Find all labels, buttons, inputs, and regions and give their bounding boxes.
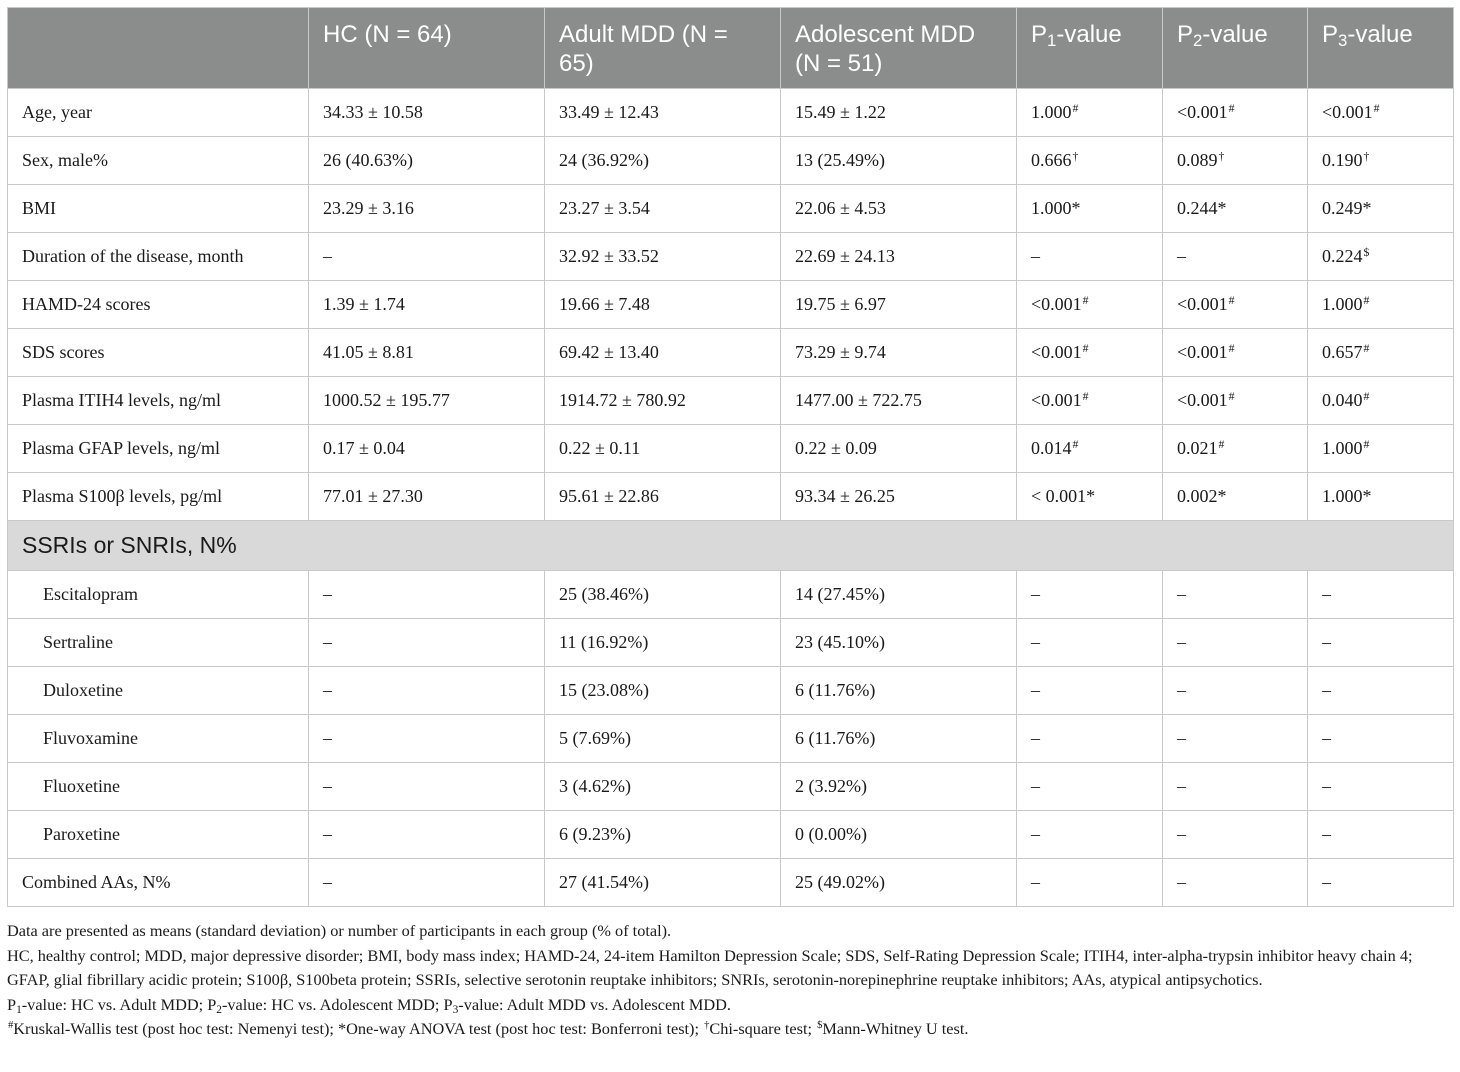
cell-marker: # — [1363, 341, 1370, 355]
table-cell — [1308, 137, 1454, 185]
table-cell — [1308, 859, 1454, 907]
table-cell — [309, 185, 545, 233]
footnote-marker: # — [8, 1020, 14, 1032]
table-cell — [781, 329, 1017, 377]
column-header-2: Adult MDD (N = 65) — [545, 8, 781, 89]
table-cell — [1017, 473, 1163, 521]
row-label: Escitalopram — [8, 571, 309, 619]
table-row — [8, 281, 1454, 329]
table-cell — [781, 715, 1017, 763]
table-cell — [545, 137, 781, 185]
cell-value: 6 (11.76%) — [795, 728, 876, 748]
cell-marker: # — [1228, 101, 1235, 115]
table-cell — [1163, 89, 1308, 137]
cell-value: < 0.001* — [1031, 486, 1096, 506]
cell-value: 0 (0.00%) — [795, 824, 867, 844]
table-cell — [545, 811, 781, 859]
footnote-text: P — [7, 994, 17, 1014]
cell-marker: # — [1228, 341, 1235, 355]
table-cell — [781, 667, 1017, 715]
table-cell — [1308, 715, 1454, 763]
table-cell — [781, 763, 1017, 811]
table-footnotes — [7, 919, 1453, 1042]
table-cell — [545, 619, 781, 667]
cell-value: <0.001 — [1177, 294, 1228, 314]
cell-value: 32.92 ± 33.52 — [559, 246, 659, 266]
table-cell — [781, 377, 1017, 425]
cell-marker: # — [1072, 437, 1079, 451]
table-cell — [1163, 571, 1308, 619]
cell-value: – — [1177, 632, 1186, 652]
header-row — [8, 8, 1454, 89]
cell-value: 1000.52 ± 195.77 — [323, 390, 450, 410]
cell-value: – — [1031, 246, 1040, 266]
table-cell — [1017, 859, 1163, 907]
cell-value: 33.49 ± 12.43 — [559, 102, 659, 122]
cell-value: – — [1177, 776, 1186, 796]
column-header-6 — [1308, 8, 1454, 89]
cell-value: 1.39 ± 1.74 — [323, 294, 405, 314]
table-cell — [1163, 185, 1308, 233]
row-label: HAMD-24 scores — [8, 281, 309, 329]
table-cell — [1308, 571, 1454, 619]
cell-value: – — [1322, 680, 1331, 700]
footnote-text: -value: HC vs. Adult MDD; — [21, 994, 208, 1014]
table-cell — [1163, 763, 1308, 811]
table-cell — [545, 473, 781, 521]
row-label: BMI — [8, 185, 309, 233]
header-subscript: 2 — [1193, 31, 1203, 51]
table-cell — [1017, 233, 1163, 281]
cell-value: 0.17 ± 0.04 — [323, 438, 405, 458]
row-label: Fluoxetine — [8, 763, 309, 811]
cell-value: – — [1031, 728, 1040, 748]
cell-value: 0.224 — [1322, 246, 1363, 266]
cell-marker: # — [1072, 101, 1079, 115]
cell-value: – — [323, 584, 332, 604]
cell-value: 0.249* — [1322, 198, 1372, 218]
footnote-text: Chi-square test; — [709, 1019, 817, 1038]
table-cell — [781, 571, 1017, 619]
cell-value: <0.001 — [1177, 342, 1228, 362]
cell-value: 1.000 — [1322, 294, 1363, 314]
table-cell — [781, 811, 1017, 859]
cell-value: 0.002* — [1177, 486, 1227, 506]
cell-value: 23.29 ± 3.16 — [323, 198, 414, 218]
table-cell — [1017, 571, 1163, 619]
footnote-text: -value: Adult MDD vs. Adolescent MDD. — [458, 994, 731, 1014]
table-cell — [545, 233, 781, 281]
table-row — [8, 811, 1454, 859]
cell-value: – — [1177, 584, 1186, 604]
table-cell — [1308, 667, 1454, 715]
table-cell — [1308, 329, 1454, 377]
cell-value: – — [1177, 824, 1186, 844]
row-label: Duration of the disease, month — [8, 233, 309, 281]
cell-value: – — [1177, 246, 1186, 266]
row-label: Paroxetine — [8, 811, 309, 859]
footnote-p-values — [7, 993, 1453, 1018]
table-cell — [309, 281, 545, 329]
table-row — [8, 715, 1454, 763]
table-cell — [781, 473, 1017, 521]
cell-marker: # — [1363, 437, 1370, 451]
row-label: Plasma GFAP levels, ng/ml — [8, 425, 309, 473]
footnote-abbreviations: HC, healthy control; MDD, major depressive disorder; BMI, body mass index; HAMD-24, 24-item Hamilton Depression Scale; SDS, Self-Rating Depression Scale; ITIH4, inter-alpha-trypsin inhibitor heavy chain 4; GFAP, glial fibrillary acidic protein; S100β, S100beta protein; SSRIs, selective serotonin reuptake inhibitors; SNRIs, serotonin-norepinephrine reuptake inhibitors; AAs, atypical antipsychotics. — [7, 945, 1413, 989]
table-cell — [309, 763, 545, 811]
table-cell — [545, 377, 781, 425]
cell-marker: # — [1228, 389, 1235, 403]
cell-marker: # — [1218, 437, 1225, 451]
cell-value: 0.040 — [1322, 390, 1363, 410]
header-text: -value — [1347, 21, 1413, 48]
cell-value: – — [1322, 776, 1331, 796]
cell-marker: # — [1373, 101, 1380, 115]
cell-value: 0.657 — [1322, 342, 1363, 362]
table-cell — [309, 425, 545, 473]
cell-value: 27 (41.54%) — [559, 872, 649, 892]
table-row — [8, 185, 1454, 233]
table-body — [8, 89, 1454, 907]
table-cell — [309, 473, 545, 521]
table-cell — [1163, 233, 1308, 281]
table-cell — [1308, 473, 1454, 521]
cell-value: – — [323, 680, 332, 700]
cell-value: 0.22 ± 0.09 — [795, 438, 877, 458]
table-cell — [1163, 859, 1308, 907]
footnote-text: Kruskal-Wallis test (post hoc test: Nemenyi test); — [13, 1019, 338, 1038]
footnote-marker: † — [704, 1020, 710, 1032]
header-subscript: 3 — [1338, 31, 1348, 51]
cell-value: 0.244* — [1177, 198, 1227, 218]
header-text: -value — [1202, 21, 1268, 48]
cell-value: 23 (45.10%) — [795, 632, 885, 652]
table-cell — [309, 137, 545, 185]
row-label: Combined AAs, N% — [8, 859, 309, 907]
table-header — [8, 8, 1454, 89]
table-row — [8, 473, 1454, 521]
header-text: P — [1031, 21, 1048, 48]
cell-value: 26 (40.63%) — [323, 150, 413, 170]
table-row — [8, 329, 1454, 377]
cell-marker: † — [1363, 149, 1370, 163]
cell-value: – — [1177, 872, 1186, 892]
table-cell — [1163, 137, 1308, 185]
table-cell — [1017, 377, 1163, 425]
table-cell — [781, 425, 1017, 473]
row-label: Sertraline — [8, 619, 309, 667]
cell-value: 0.014 — [1031, 438, 1072, 458]
cell-value: – — [1031, 584, 1040, 604]
cell-value: 1.000* — [1322, 486, 1372, 506]
cell-marker: # — [1363, 293, 1370, 307]
footnote-marker: $ — [817, 1020, 823, 1032]
table-cell — [1163, 281, 1308, 329]
table-cell — [781, 137, 1017, 185]
footnote-subscript: 2 — [216, 1003, 222, 1016]
cell-value: – — [1031, 632, 1040, 652]
row-label: Age, year — [8, 89, 309, 137]
table-cell — [1308, 619, 1454, 667]
table-cell — [545, 185, 781, 233]
table-row — [8, 763, 1454, 811]
cell-value: 34.33 ± 10.58 — [323, 102, 423, 122]
footnote-text: *One-way ANOVA test (post hoc test: Bonferroni test); — [338, 1019, 704, 1038]
table-cell — [309, 811, 545, 859]
table-cell — [1163, 329, 1308, 377]
table-cell — [309, 89, 545, 137]
cell-value: 19.75 ± 6.97 — [795, 294, 886, 314]
cell-value: 1.000 — [1031, 102, 1072, 122]
cell-marker: # — [1228, 293, 1235, 307]
table-cell — [781, 281, 1017, 329]
table-cell — [781, 859, 1017, 907]
table-cell — [1308, 763, 1454, 811]
table-cell — [1017, 715, 1163, 763]
footnote-subscript: 3 — [452, 1003, 459, 1016]
table-cell — [1308, 811, 1454, 859]
row-label: Duloxetine — [8, 667, 309, 715]
cell-value: 6 (11.76%) — [795, 680, 876, 700]
cell-value: 0.190 — [1322, 150, 1363, 170]
cell-value: – — [1031, 824, 1040, 844]
cell-value: 19.66 ± 7.48 — [559, 294, 650, 314]
cell-value: – — [1177, 680, 1186, 700]
footnote-text: Mann-Whitney U test. — [822, 1019, 969, 1038]
table-cell — [309, 859, 545, 907]
table-row — [8, 233, 1454, 281]
cell-value: 13 (25.49%) — [795, 150, 885, 170]
cell-value: <0.001 — [1031, 342, 1082, 362]
table-cell — [1017, 185, 1163, 233]
header-text: -value — [1056, 21, 1122, 48]
table-cell — [545, 859, 781, 907]
cell-marker: # — [1082, 389, 1089, 403]
cell-value: 15.49 ± 1.22 — [795, 102, 886, 122]
cell-value: 14 (27.45%) — [795, 584, 885, 604]
section-row — [8, 521, 1454, 571]
cell-value: – — [1322, 824, 1331, 844]
table-row — [8, 667, 1454, 715]
cell-value: – — [1322, 728, 1331, 748]
cell-value: 1.000* — [1031, 198, 1081, 218]
table-cell — [545, 715, 781, 763]
cell-value: 3 (4.62%) — [559, 776, 631, 796]
footnote-presentation: Data are presented as means (standard deviation) or number of participants in each group (% of total). — [7, 921, 672, 940]
cell-value: 22.06 ± 4.53 — [795, 198, 886, 218]
section-label: SSRIs or SNRIs, N% — [8, 521, 1454, 571]
cell-marker: † — [1072, 149, 1079, 163]
header-text: P — [1177, 21, 1194, 48]
table-cell — [309, 377, 545, 425]
cell-value: 41.05 ± 8.81 — [323, 342, 414, 362]
cell-value: – — [1322, 872, 1331, 892]
cell-marker: † — [1218, 149, 1225, 163]
table-row — [8, 137, 1454, 185]
table-cell — [545, 89, 781, 137]
table-cell — [1163, 811, 1308, 859]
cell-value: – — [1031, 680, 1040, 700]
column-header-5 — [1163, 8, 1308, 89]
table-cell — [309, 715, 545, 763]
cell-value: 6 (9.23%) — [559, 824, 631, 844]
table-cell — [1017, 425, 1163, 473]
column-header-0 — [8, 8, 309, 89]
cell-value: 0.666 — [1031, 150, 1072, 170]
table-cell — [309, 233, 545, 281]
cell-value: 0.021 — [1177, 438, 1218, 458]
table-row — [8, 377, 1454, 425]
cell-value: – — [323, 824, 332, 844]
cell-value: 95.61 ± 22.86 — [559, 486, 659, 506]
cell-value: – — [323, 246, 332, 266]
table-cell — [1308, 377, 1454, 425]
column-header-1: HC (N = 64) — [309, 8, 545, 89]
cell-value: 5 (7.69%) — [559, 728, 631, 748]
cell-value: <0.001 — [1177, 390, 1228, 410]
cell-value: – — [323, 776, 332, 796]
cell-value: 0.089 — [1177, 150, 1218, 170]
table-cell — [781, 233, 1017, 281]
cell-value: – — [323, 728, 332, 748]
table-cell — [1163, 377, 1308, 425]
cell-value: 25 (38.46%) — [559, 584, 649, 604]
table-cell — [1308, 233, 1454, 281]
table-cell — [1163, 715, 1308, 763]
table-cell — [781, 89, 1017, 137]
footnote-text: P — [443, 994, 453, 1014]
table-row — [8, 571, 1454, 619]
table-cell — [545, 571, 781, 619]
characteristics-table — [7, 7, 1454, 907]
cell-value: – — [323, 632, 332, 652]
cell-value: 0.22 ± 0.11 — [559, 438, 641, 458]
table-cell — [1308, 185, 1454, 233]
table-row — [8, 89, 1454, 137]
cell-value: 69.42 ± 13.40 — [559, 342, 659, 362]
table-cell — [1163, 667, 1308, 715]
cell-value: 77.01 ± 27.30 — [323, 486, 423, 506]
table-cell — [309, 329, 545, 377]
table-cell — [309, 619, 545, 667]
footnote-subscript: 1 — [16, 1003, 22, 1016]
table-cell — [1163, 619, 1308, 667]
table-cell — [1017, 281, 1163, 329]
cell-value: 24 (36.92%) — [559, 150, 649, 170]
header-subscript: 1 — [1047, 31, 1057, 51]
table-cell — [781, 185, 1017, 233]
cell-value: 1914.72 ± 780.92 — [559, 390, 686, 410]
cell-value: <0.001 — [1031, 294, 1082, 314]
cell-value: 25 (49.02%) — [795, 872, 885, 892]
column-header-3: Adolescent MDD (N = 51) — [781, 8, 1017, 89]
cell-marker: # — [1082, 293, 1089, 307]
cell-value: – — [1177, 728, 1186, 748]
cell-value: <0.001 — [1322, 102, 1373, 122]
table-cell — [1308, 425, 1454, 473]
header-text: P — [1322, 21, 1339, 48]
table-cell — [545, 329, 781, 377]
cell-value: – — [1031, 776, 1040, 796]
cell-marker: # — [1082, 341, 1089, 355]
cell-value: 15 (23.08%) — [559, 680, 649, 700]
column-header-4 — [1017, 8, 1163, 89]
table-cell — [545, 667, 781, 715]
cell-value: <0.001 — [1177, 102, 1228, 122]
cell-value: – — [1322, 632, 1331, 652]
cell-value: <0.001 — [1031, 390, 1082, 410]
table-cell — [1017, 619, 1163, 667]
table-cell — [1017, 763, 1163, 811]
table-cell — [1163, 425, 1308, 473]
cell-marker: $ — [1363, 245, 1370, 259]
cell-value: – — [323, 872, 332, 892]
cell-value: 2 (3.92%) — [795, 776, 867, 796]
table-cell — [1163, 473, 1308, 521]
cell-value: 22.69 ± 24.13 — [795, 246, 895, 266]
table-cell — [1017, 329, 1163, 377]
cell-value: 23.27 ± 3.54 — [559, 198, 650, 218]
row-label: Plasma ITIH4 levels, ng/ml — [8, 377, 309, 425]
table-cell — [545, 763, 781, 811]
row-label: SDS scores — [8, 329, 309, 377]
row-label: Fluvoxamine — [8, 715, 309, 763]
cell-marker: # — [1363, 389, 1370, 403]
footnote-tests — [7, 1017, 1453, 1042]
table-row — [8, 425, 1454, 473]
table-cell — [545, 425, 781, 473]
table-cell — [1017, 811, 1163, 859]
footnote-text: -value: HC vs. Adolescent MDD; — [221, 994, 444, 1014]
table-cell — [1017, 89, 1163, 137]
footnote-text: P — [207, 994, 217, 1014]
table-cell — [545, 281, 781, 329]
table-cell — [781, 619, 1017, 667]
cell-value: 73.29 ± 9.74 — [795, 342, 886, 362]
table-cell — [1017, 667, 1163, 715]
table-row — [8, 859, 1454, 907]
row-label: Plasma S100β levels, pg/ml — [8, 473, 309, 521]
row-label: Sex, male% — [8, 137, 309, 185]
table-cell — [309, 571, 545, 619]
table-cell — [1308, 281, 1454, 329]
table-row — [8, 619, 1454, 667]
table-cell — [1017, 137, 1163, 185]
cell-value: – — [1322, 584, 1331, 604]
cell-value: 1.000 — [1322, 438, 1363, 458]
table-cell — [309, 667, 545, 715]
cell-value: – — [1031, 872, 1040, 892]
cell-value: 11 (16.92%) — [559, 632, 649, 652]
table-cell — [1308, 89, 1454, 137]
cell-value: 93.34 ± 26.25 — [795, 486, 895, 506]
cell-value: 1477.00 ± 722.75 — [795, 390, 922, 410]
